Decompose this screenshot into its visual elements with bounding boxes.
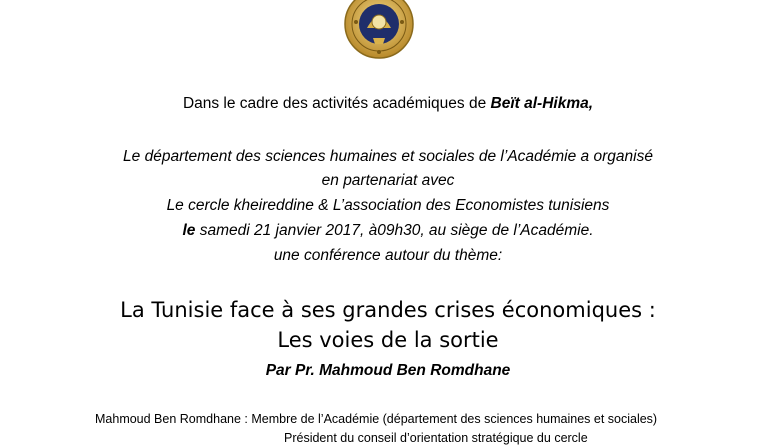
bio-line-2: Président du conseil d’orientation stratégique du cercle [284,431,588,445]
institution-name: Beït al-Hikma, [490,95,594,112]
conference-title-line-2: Les voies de la sortie [277,328,499,352]
paragraph-line-3: Le cercle kheireddine & L’association des Economistes tunisiens [166,197,610,214]
paragraph-line-2: en partenariat avec [321,172,455,189]
intro-text: Dans le cadre des activités académiques de [182,95,491,112]
intro-line [0,95,776,113]
paragraph-line-4 [0,222,776,240]
bio-line-1: Mahmoud Ben Romdhane : Membre de l’Académie (département des sciences humaines et sociales) [95,412,658,426]
date-text: samedi 21 janvier 2017, à09h30, au siège de l’Académie. [195,222,594,239]
conference-title-line-1: La Tunisie face à ses grandes crises économiques : [120,298,656,322]
conference-author: Par Pr. Mahmoud Ben Romdhane [265,362,511,379]
date-prefix: le [182,222,196,239]
paragraph-line-5: une conférence autour du thème: [273,247,503,264]
academy-seal-logo [340,0,418,62]
paragraph-line-1: Le département des sciences humaines et sociales de l’Académie a organisé [123,148,653,165]
seal-icon [340,0,418,62]
